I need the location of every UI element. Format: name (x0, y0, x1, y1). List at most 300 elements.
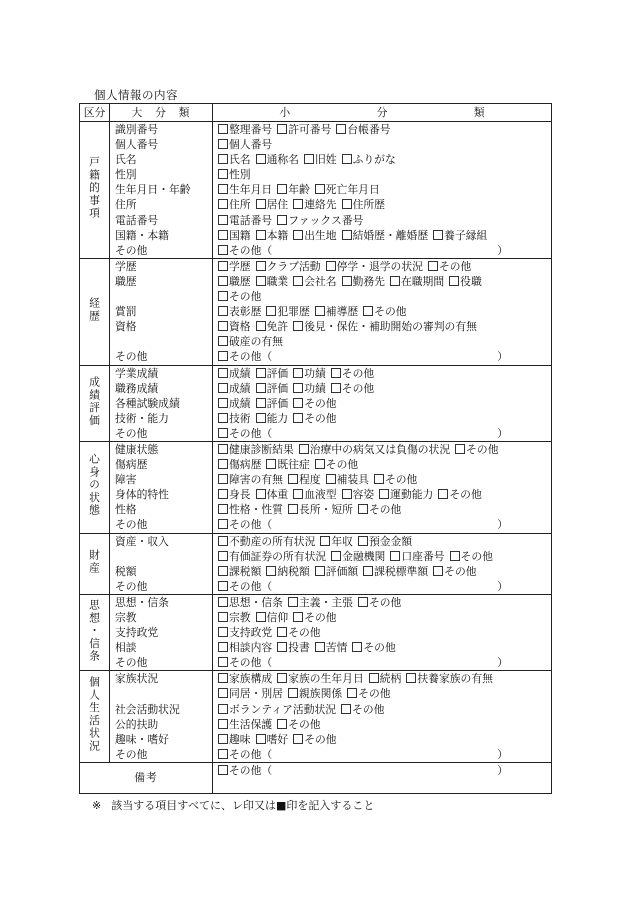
checkbox-option[interactable] (293, 611, 336, 624)
checkbox[interactable] (342, 199, 352, 209)
option-label: 不動産の所有状況 (229, 534, 316, 548)
checkbox-option[interactable] (266, 458, 309, 471)
checkbox[interactable] (218, 215, 228, 225)
option-label: 信仰 (266, 611, 289, 624)
checkbox[interactable] (363, 306, 373, 316)
option-label: その他 (368, 503, 402, 517)
checkbox-option[interactable] (277, 123, 331, 136)
checkbox[interactable] (218, 413, 228, 423)
checkbox[interactable] (256, 612, 266, 622)
other-close: ） (497, 426, 508, 440)
checkbox[interactable] (218, 642, 228, 652)
checkbox[interactable] (256, 261, 266, 271)
checkbox[interactable] (266, 459, 276, 469)
option-label: 勤務先 (352, 274, 385, 288)
checkbox-option[interactable] (331, 367, 374, 380)
minor-line (213, 334, 551, 349)
checkbox-option[interactable] (342, 229, 429, 242)
checkbox-option[interactable] (320, 535, 353, 548)
checkbox[interactable] (218, 276, 228, 286)
checkbox-option[interactable] (256, 382, 289, 395)
checkbox[interactable] (363, 566, 373, 576)
checkbox[interactable] (266, 566, 276, 576)
section-row (80, 533, 552, 594)
checkbox-option[interactable] (218, 611, 251, 624)
option-label: 性別 (229, 168, 251, 182)
checkbox[interactable] (293, 489, 303, 499)
checkbox-option[interactable] (218, 443, 294, 456)
checkbox-option[interactable] (358, 535, 412, 548)
checkbox[interactable] (218, 749, 228, 759)
major-item: 社会活動状況 (115, 702, 180, 716)
other-field[interactable] (218, 579, 508, 594)
checkbox[interactable] (218, 612, 228, 622)
checkbox-option[interactable] (218, 503, 283, 516)
header-major: 大 分 類 (110, 104, 213, 122)
section-category-label: 戸籍的事項 (88, 155, 102, 220)
section-category (80, 533, 110, 594)
checkbox-option[interactable] (390, 275, 444, 288)
checkbox-option[interactable] (352, 641, 395, 654)
checkbox[interactable] (218, 444, 228, 454)
checkbox[interactable] (218, 398, 228, 408)
section-row (80, 594, 552, 670)
checkbox-option[interactable] (218, 397, 251, 410)
checkbox-option[interactable] (218, 214, 272, 227)
remarks-row (80, 762, 552, 793)
checkbox-option[interactable] (363, 565, 428, 578)
checkbox[interactable] (277, 719, 287, 729)
checkbox-option[interactable] (326, 260, 423, 273)
checkbox-option[interactable] (256, 611, 289, 624)
other-close: ） (497, 656, 508, 670)
other-label: その他（ (229, 518, 273, 532)
checkbox[interactable] (218, 230, 228, 240)
checkbox-option[interactable] (218, 473, 283, 486)
checkbox-option[interactable] (342, 488, 375, 501)
checkbox-option[interactable] (326, 473, 369, 486)
other-field[interactable] (218, 517, 508, 532)
checkbox-option[interactable] (277, 626, 320, 639)
checkbox[interactable] (218, 124, 228, 134)
checkbox[interactable] (342, 489, 352, 499)
checkbox[interactable] (218, 734, 228, 744)
checkbox[interactable] (326, 261, 336, 271)
checkbox[interactable] (341, 704, 351, 714)
checkbox-option[interactable] (433, 229, 487, 242)
checkbox[interactable] (315, 184, 325, 194)
checkbox[interactable] (433, 230, 443, 240)
checkbox[interactable] (218, 306, 228, 316)
checkbox-option[interactable] (218, 183, 272, 196)
checkbox[interactable] (218, 245, 228, 255)
checkbox-option[interactable] (218, 367, 251, 380)
checkbox-option[interactable] (218, 260, 251, 273)
checkbox[interactable] (315, 566, 325, 576)
major-item: その他 (115, 426, 148, 440)
checkbox-option[interactable] (358, 596, 401, 609)
checkbox-option[interactable] (218, 687, 283, 700)
checkbox-option[interactable] (299, 443, 450, 456)
section-row (80, 441, 552, 533)
checkbox[interactable] (331, 383, 341, 393)
checkbox[interactable] (218, 719, 228, 729)
checkbox-option[interactable] (256, 488, 289, 501)
checkbox-option[interactable] (218, 335, 283, 348)
option-label: 相談内容 (229, 641, 273, 655)
checkbox[interactable] (277, 627, 287, 637)
checkbox[interactable] (218, 139, 228, 149)
checkbox[interactable] (342, 276, 352, 286)
checkbox-option[interactable] (277, 214, 363, 227)
checkbox[interactable] (277, 215, 287, 225)
checkbox-option[interactable] (293, 397, 336, 410)
checkbox[interactable] (218, 154, 228, 164)
checkbox-option[interactable] (218, 641, 272, 654)
checkbox[interactable] (218, 489, 228, 499)
minor-column (213, 594, 552, 670)
checkbox[interactable] (315, 459, 325, 469)
option-label: 既往症 (277, 458, 310, 472)
checkbox[interactable] (218, 581, 228, 591)
checkbox-option[interactable] (315, 183, 380, 196)
checkbox[interactable] (320, 536, 330, 546)
checkbox-option[interactable] (315, 458, 358, 471)
checkbox-option[interactable] (218, 535, 315, 548)
checkbox[interactable] (218, 459, 228, 469)
other-field[interactable] (218, 747, 508, 762)
checkbox[interactable] (293, 413, 303, 423)
checkbox[interactable] (218, 351, 228, 361)
major-item: 身体的特性 (115, 488, 169, 502)
checkbox-option[interactable] (218, 198, 251, 211)
checkbox-option[interactable] (315, 641, 348, 654)
checkbox[interactable] (256, 489, 266, 499)
checkbox-option[interactable] (390, 550, 444, 563)
checkbox[interactable] (266, 306, 276, 316)
checkbox-option[interactable] (304, 153, 337, 166)
checkbox[interactable] (433, 566, 443, 576)
checkbox-option[interactable] (336, 123, 390, 136)
checkbox[interactable] (218, 291, 228, 301)
checkbox[interactable] (256, 398, 266, 408)
checkbox-option[interactable] (218, 672, 272, 685)
checkbox[interactable] (288, 597, 298, 607)
checkbox[interactable] (358, 504, 368, 514)
checkbox-option[interactable] (256, 260, 321, 273)
table-body (80, 122, 552, 794)
checkbox[interactable] (438, 489, 448, 499)
checkbox[interactable] (352, 642, 362, 652)
checkbox[interactable] (256, 413, 266, 423)
checkbox-option[interactable] (218, 703, 336, 716)
checkbox-option[interactable] (438, 488, 481, 501)
major-item: その他 (115, 243, 148, 257)
checkbox-option[interactable] (277, 641, 310, 654)
checkbox-option[interactable] (277, 718, 320, 731)
checkbox[interactable] (277, 124, 287, 134)
checkbox-option[interactable] (428, 260, 471, 273)
checkbox[interactable] (315, 642, 325, 652)
document-title: 個人情報の内容 (94, 88, 178, 102)
checkbox-option[interactable] (315, 305, 358, 318)
option-label: 障害の有無 (229, 473, 283, 487)
checkbox-option[interactable] (363, 305, 406, 318)
option-label: 評価 (266, 366, 289, 380)
minor-line (213, 534, 551, 549)
checkbox-option[interactable] (218, 138, 272, 151)
checkbox-option[interactable] (256, 367, 289, 380)
checkbox[interactable] (277, 673, 287, 683)
checkbox[interactable] (218, 199, 228, 209)
checkbox-option[interactable] (288, 503, 353, 516)
checkbox[interactable] (218, 704, 228, 714)
checkbox[interactable] (326, 474, 336, 484)
checkbox-option[interactable] (293, 320, 477, 333)
checkbox[interactable] (293, 321, 303, 331)
checkbox-option[interactable] (218, 550, 326, 563)
checkbox[interactable] (293, 398, 303, 408)
checkbox[interactable] (218, 368, 228, 378)
other-field[interactable] (218, 763, 508, 778)
checkbox[interactable] (304, 154, 314, 164)
checkbox[interactable] (218, 169, 228, 179)
checkbox[interactable] (218, 597, 228, 607)
checkbox[interactable] (218, 261, 228, 271)
checkbox[interactable] (293, 734, 303, 744)
checkbox[interactable] (369, 673, 379, 683)
checkbox-option[interactable] (256, 733, 289, 746)
checkbox-option[interactable] (342, 198, 385, 211)
minor-line (213, 472, 551, 487)
option-label: 在職期間 (400, 274, 445, 288)
option-label: その他 (374, 305, 407, 319)
checkbox[interactable] (358, 536, 368, 546)
checkbox-option[interactable] (218, 596, 283, 609)
checkbox[interactable] (277, 642, 287, 652)
checkbox-option[interactable] (347, 687, 390, 700)
checkbox-option[interactable] (277, 672, 364, 685)
checkbox[interactable] (218, 336, 228, 346)
checkbox[interactable] (218, 657, 228, 667)
checkbox[interactable] (336, 124, 346, 134)
checkbox-option[interactable] (342, 275, 385, 288)
option-label: その他 (444, 564, 477, 578)
checkbox-option[interactable] (449, 275, 482, 288)
checkbox-option[interactable] (433, 565, 476, 578)
checkbox[interactable] (218, 428, 228, 438)
checkbox[interactable] (218, 383, 228, 393)
checkbox-option[interactable] (218, 153, 251, 166)
option-label: 成績 (229, 381, 251, 395)
checkbox-option[interactable] (218, 565, 261, 578)
checkbox-option[interactable] (315, 565, 358, 578)
other-field[interactable] (218, 243, 508, 258)
other-label: その他（ (229, 350, 273, 364)
option-label: 預金金額 (368, 534, 413, 548)
checkbox-option[interactable] (218, 458, 261, 471)
checkbox[interactable] (450, 551, 460, 561)
checkbox[interactable] (379, 489, 389, 499)
checkbox[interactable] (218, 519, 228, 529)
checkbox-option[interactable] (331, 382, 374, 395)
checkbox-option[interactable] (218, 229, 251, 242)
minor-line (213, 411, 551, 426)
checkbox[interactable] (218, 566, 228, 576)
option-label: ふりがな (352, 153, 396, 167)
checkbox-option[interactable] (218, 320, 251, 333)
checkbox-option[interactable] (450, 550, 493, 563)
checkbox[interactable] (293, 383, 303, 393)
checkbox[interactable] (315, 306, 325, 316)
checkbox-option[interactable] (288, 596, 353, 609)
checkbox[interactable] (347, 688, 357, 698)
checkbox-option[interactable] (218, 412, 251, 425)
checkbox-option[interactable] (277, 183, 310, 196)
checkbox-option[interactable] (293, 733, 336, 746)
other-field[interactable] (218, 426, 508, 441)
checkbox[interactable] (256, 368, 266, 378)
checkbox-option[interactable] (218, 275, 251, 288)
checkbox-option[interactable] (293, 382, 326, 395)
option-label: 長所・短所 (298, 503, 353, 517)
checkbox-option[interactable] (256, 412, 289, 425)
checkbox-option[interactable] (218, 488, 251, 501)
checkbox-option[interactable] (379, 488, 433, 501)
major-item: 電話番号 (115, 213, 159, 227)
checkbox-option[interactable] (218, 168, 251, 181)
checkbox[interactable] (218, 765, 228, 775)
checkbox-option[interactable] (256, 198, 289, 211)
checkbox[interactable] (331, 551, 341, 561)
other-close: ） (497, 243, 508, 257)
checkbox[interactable] (256, 199, 266, 209)
checkbox[interactable] (218, 688, 228, 698)
checkbox-option[interactable] (293, 198, 336, 211)
checkbox-option[interactable] (218, 718, 272, 731)
checkbox-option[interactable] (406, 672, 493, 685)
checkbox[interactable] (455, 444, 465, 454)
checkbox[interactable] (390, 276, 400, 286)
option-label: その他 (304, 411, 337, 425)
checkbox[interactable] (331, 368, 341, 378)
checkbox[interactable] (358, 597, 368, 607)
checkbox[interactable] (293, 276, 303, 286)
header-minor: 小 分 類 (213, 104, 552, 122)
minor-line (213, 640, 551, 655)
option-label: 死亡年月日 (325, 183, 380, 197)
other-line (213, 763, 551, 778)
checkbox-option[interactable] (266, 305, 309, 318)
checkbox-option[interactable] (455, 443, 498, 456)
checkbox[interactable] (218, 673, 228, 683)
checkbox-option[interactable] (218, 290, 261, 303)
option-label: 思想・信条 (229, 595, 283, 609)
checkbox[interactable] (374, 474, 384, 484)
checkbox[interactable] (288, 504, 298, 514)
major-item: 資産・収入 (115, 534, 169, 548)
other-field[interactable] (218, 655, 508, 670)
option-label: 有価証券の所有状況 (229, 549, 327, 563)
checkbox-option[interactable] (342, 153, 396, 166)
checkbox-option[interactable] (218, 733, 251, 746)
checkbox-option[interactable] (266, 565, 309, 578)
other-close: ） (497, 518, 508, 532)
checkbox[interactable] (288, 474, 298, 484)
checkbox[interactable] (218, 504, 228, 514)
major-item (110, 686, 212, 701)
checkbox[interactable] (218, 184, 228, 194)
checkbox[interactable] (299, 444, 309, 454)
checkbox[interactable] (256, 734, 266, 744)
minor-column (213, 258, 552, 365)
checkbox-option[interactable] (331, 550, 385, 563)
checkbox-option[interactable] (288, 473, 321, 486)
major-item: 賞罰 (115, 305, 137, 319)
checkbox[interactable] (293, 199, 303, 209)
checkbox[interactable] (256, 321, 266, 331)
checkbox[interactable] (288, 688, 298, 698)
checkbox-option[interactable] (293, 488, 336, 501)
other-field[interactable] (218, 349, 508, 364)
checkbox[interactable] (406, 673, 416, 683)
checkbox[interactable] (449, 276, 459, 286)
checkbox-option[interactable] (369, 672, 402, 685)
checkbox-option[interactable] (218, 382, 251, 395)
checkbox-option[interactable] (293, 367, 326, 380)
checkbox[interactable] (277, 184, 287, 194)
checkbox[interactable] (428, 261, 438, 271)
checkbox-option[interactable] (256, 153, 299, 166)
checkbox[interactable] (256, 383, 266, 393)
checkbox-option[interactable] (374, 473, 417, 486)
checkbox-option[interactable] (293, 275, 336, 288)
checkbox[interactable] (218, 627, 228, 637)
checkbox-option[interactable] (341, 703, 384, 716)
checkbox[interactable] (218, 321, 228, 331)
checkbox[interactable] (293, 368, 303, 378)
option-label: その他 (325, 458, 359, 472)
checkbox-option[interactable] (256, 397, 289, 410)
checkbox-option[interactable] (256, 320, 289, 333)
checkbox-option[interactable] (256, 229, 289, 242)
checkbox[interactable] (256, 154, 266, 164)
checkbox-option[interactable] (218, 305, 261, 318)
checkbox[interactable] (218, 536, 228, 546)
option-label: 役職 (460, 274, 482, 288)
checkbox-option[interactable] (293, 229, 336, 242)
checkbox-option[interactable] (293, 412, 336, 425)
option-label: 養子縁組 (444, 228, 488, 242)
checkbox[interactable] (342, 154, 352, 164)
checkbox-option[interactable] (218, 123, 272, 136)
checkbox-option[interactable] (358, 503, 401, 516)
option-label: その他 (449, 488, 482, 502)
checkbox[interactable] (256, 230, 266, 240)
checkbox[interactable] (342, 230, 352, 240)
checkbox-option[interactable] (256, 275, 289, 288)
checkbox[interactable] (218, 474, 228, 484)
option-label: その他 (304, 611, 337, 624)
checkbox[interactable] (218, 551, 228, 561)
checkbox-option[interactable] (288, 687, 342, 700)
minor-line (213, 625, 551, 640)
checkbox[interactable] (256, 276, 266, 286)
checkbox[interactable] (293, 230, 303, 240)
checkbox-option[interactable] (218, 626, 272, 639)
checkbox[interactable] (293, 612, 303, 622)
checkbox[interactable] (390, 551, 400, 561)
